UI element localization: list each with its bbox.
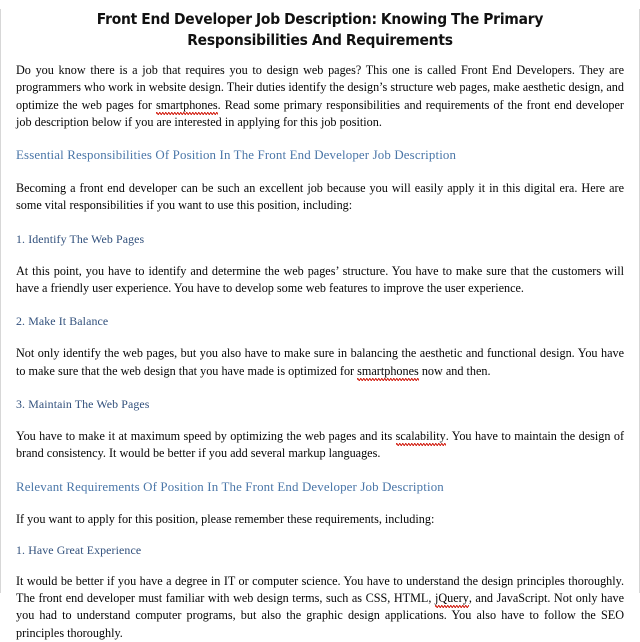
section2-lead-paragraph: If you want to apply for this position, please remember these requirements, including:	[16, 511, 435, 526]
subheading-identify-the-web-pages: 1. Identify The Web Pages	[16, 231, 145, 246]
spellcheck-word-smartphones: smartphones	[357, 363, 419, 380]
subsection-body-make-it-balance	[16, 345, 624, 380]
subsection-body-maintain-the-web-pages	[16, 428, 624, 463]
body-text-part-2: . You have to maintain the design of brand consistency. It would be better if you add several markup languages.	[16, 428, 625, 461]
subheading-have-great-experience: 1. Have Great Experience	[16, 542, 142, 557]
spellcheck-word-jquery: jQuery	[435, 590, 469, 607]
body-text-part-2: now and then.	[418, 363, 491, 378]
subheading-maintain-the-web-pages: 3. Maintain The Web Pages	[16, 396, 150, 411]
page-title-line-1: Front End Developer Job Description: Knowing The Primary Responsibilities And	[96, 10, 544, 49]
section-heading-relevant-requirements: Relevant Requirements Of Position In The Front End Developer Job Description	[16, 479, 444, 494]
body-text-part-1: It would be better if you have a degree in IT or computer science. You have to understand the design principles thoroughly. The front end developer must familiar with web design terms, such as CSS, HTML,	[16, 573, 624, 606]
page-title	[38, 9, 602, 51]
subsection-body-have-great-experience	[16, 573, 624, 642]
body-text-part-1: Not only identify the web pages, but you also have to make sure in balancing the aesthetic and functional design. You have to make sure that the web design that you have made is optimized for	[16, 346, 624, 378]
body-text-part-1: At this point, you have to identify and determine the web pages’ structure. You have to make sure that the customers will have a friendly user experience. You have to develop some web features to improve the user experience.	[16, 263, 624, 296]
section-heading-essential-responsibilities: Essential Responsibilities Of Position In The Front End Developer Job Description	[16, 148, 457, 163]
intro-paragraph	[16, 62, 624, 131]
subsection-body-identify-the-web-pages	[16, 263, 624, 298]
section1-lead-paragraph: Becoming a front end developer can be such an excellent job because you will easily apply it in this digital era. Here are some vital responsibilities if you want to use this position, including:	[16, 181, 624, 213]
intro-text-after-misspelling: . Read some primary responsibilities and requirements of the front end developer job description below if you are interested in applying for this job position.	[16, 97, 624, 129]
spellcheck-word-smartphones: smartphones	[156, 97, 218, 114]
document-page	[0, 9, 640, 640]
spellcheck-word-scalability: scalability	[396, 428, 446, 445]
body-text-part-1: You have to make it at maximum speed by optimizing the web pages and its	[16, 428, 396, 443]
subheading-make-it-balance: 2. Make It Balance	[16, 314, 109, 329]
page-title-line-2: Requirements	[345, 31, 453, 49]
body-text-part-2: , and JavaScript. Not only have you had to understand computer programs, but also the graphic design applications. You also have to follow the SEO principles thoroughly.	[16, 591, 624, 640]
intro-text-before-misspelling: Do you know there is a job that requires you to design web pages? This one is called Front End Developers. They are programmers who work in website design. Their duties identify the design’s structure web pages, make aesthetic design, and optimize the web pages for	[16, 63, 624, 112]
